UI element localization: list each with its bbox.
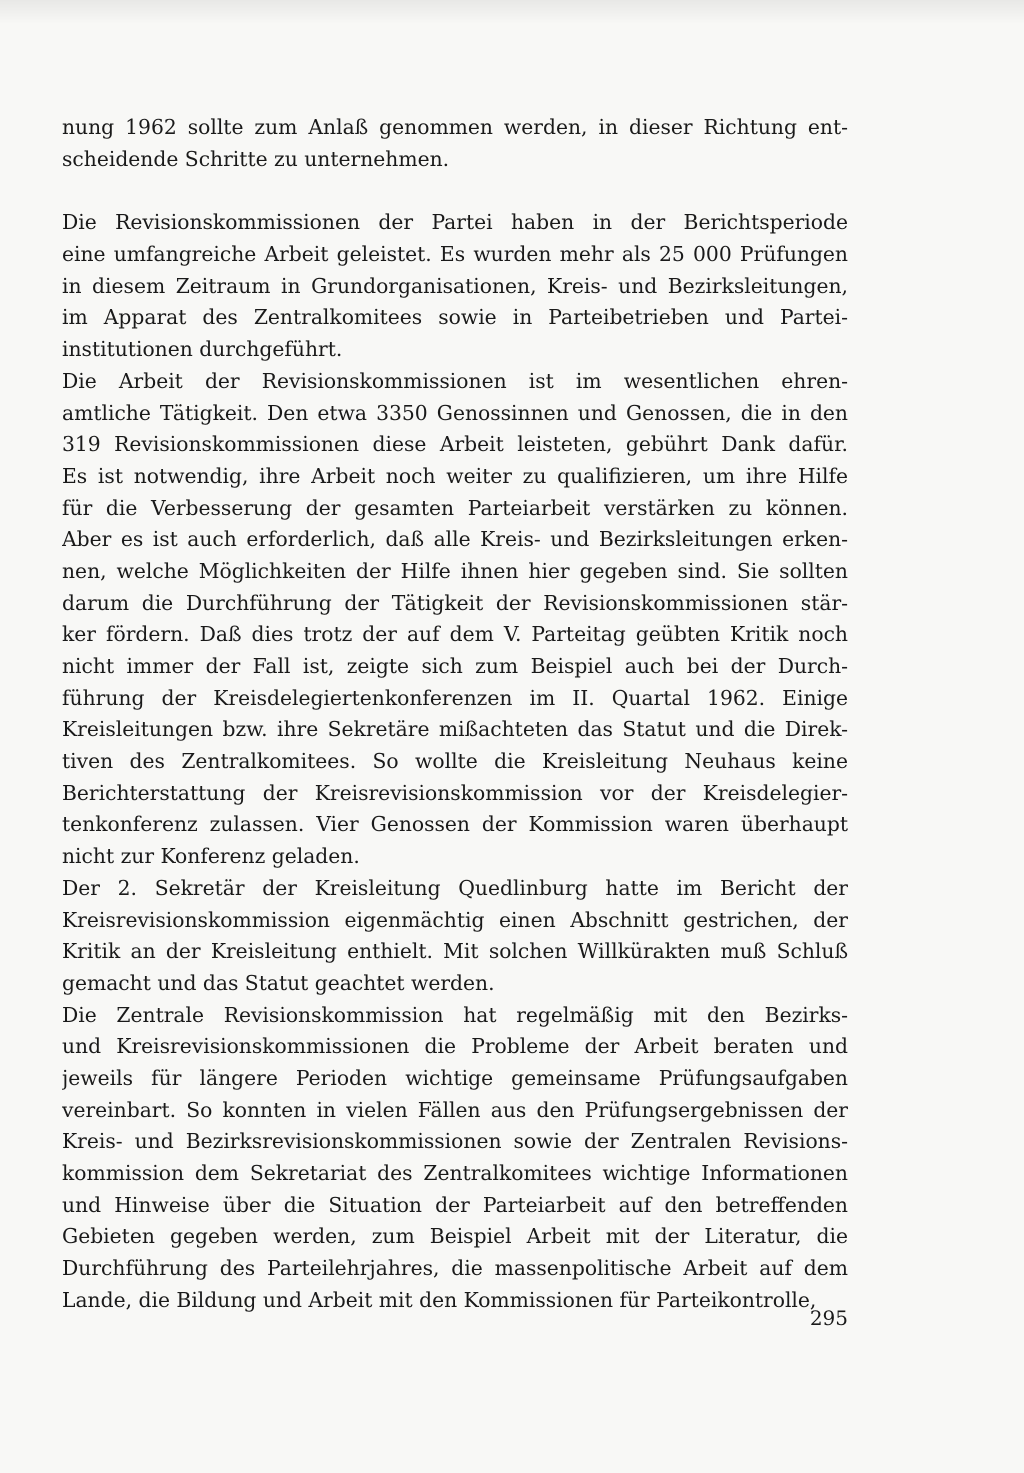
text-line: amtliche Tätigkeit. Den etwa 3350 Genossinnen und Genossen, die in den — [62, 400, 848, 425]
text-line: darum die Durchführung der Tätigkeit der Revisionskommissionen stär- — [62, 590, 848, 615]
text-line: Durchführung des Parteilehrjahres, die massenpolitische Arbeit auf dem — [62, 1256, 848, 1281]
text-line: kommission dem Sekretariat des Zentralkomitees wichtige Informationen — [62, 1161, 848, 1185]
paragraph — [62, 366, 848, 873]
text-line: nicht immer der Fall ist, zeigte sich zum Beispiel auch bei der Durch- — [62, 654, 848, 678]
text-line: Es ist notwendig, ihre Arbeit noch weiter zu qualifizieren, um ihre Hilfe — [62, 463, 848, 488]
page-number: 295 — [809, 1306, 848, 1330]
text-line: Berichterstattung der Kreisrevisionskommission vor der Kreisdelegier- — [62, 780, 848, 805]
body-text — [62, 112, 848, 1316]
text-line: institutionen durchgeführt. — [62, 337, 343, 362]
text-line: tiven des Zentralkomitees. So wollte die Kreisleitung Neuhaus keine — [62, 749, 848, 774]
paragraph — [62, 112, 848, 175]
text-line: im Apparat des Zentralkomitees sowie in Parteibetrieben und Partei- — [62, 305, 848, 330]
text-line: für die Verbesserung der gesamten Parteiarbeit verstärken zu können. — [62, 495, 848, 520]
text-line: Die Arbeit der Revisionskommissionen ist im wesentlichen ehren- — [62, 368, 848, 393]
text-line: ker fördern. Daß dies trotz der auf dem V. Parteitag geübten Kritik noch — [62, 622, 848, 647]
scan-edge — [0, 0, 1024, 24]
text-line: in diesem Zeitraum in Grundorganisationen, Kreis- und Bezirksleitungen, — [62, 273, 848, 298]
paragraph — [62, 207, 848, 365]
text-line: Der 2. Sekretär der Kreisleitung Quedlinburg hatte im Bericht der — [62, 875, 848, 900]
text-line: Kreis- und Bezirksrevisionskommissionen sowie der Zentralen Revisions- — [62, 1129, 848, 1154]
text-line: Lande, die Bildung und Arbeit mit den Kommissionen für Parteikontrolle, — [62, 1287, 817, 1312]
text-line: und Hinweise über die Situation der Parteiarbeit auf den betreffenden — [62, 1192, 848, 1217]
text-line: Die Revisionskommissionen der Partei haben in der Berichtsperiode — [62, 210, 848, 235]
text-line: Kreisleitungen bzw. ihre Sekretäre mißachteten das Statut und die Direk- — [62, 717, 848, 742]
text-line: nicht zur Konferenz geladen. — [62, 844, 360, 869]
text-line: Gebieten gegeben werden, zum Beispiel Arbeit mit der Literatur, die — [62, 1224, 848, 1249]
text-line: eine umfangreiche Arbeit geleistet. Es wurden mehr als 25 000 Prüfungen — [62, 242, 848, 267]
paragraph — [62, 873, 848, 1000]
paragraph-gap — [62, 175, 848, 207]
text-line: 319 Revisionskommissionen diese Arbeit leisteten, gebührt Dank dafür. — [62, 432, 848, 457]
text-line: scheidende Schritte zu unternehmen. — [62, 146, 450, 171]
text-line: Aber es ist auch erforderlich, daß alle Kreis- und Bezirksleitungen erken- — [62, 527, 848, 552]
text-line: tenkonferenz zulassen. Vier Genossen der Kommission waren überhaupt — [62, 812, 848, 837]
text-line: gemacht und das Statut geachtet werden. — [62, 970, 495, 995]
text-line: Kreisrevisionskommission eigenmächtig einen Abschnitt gestrichen, der — [62, 907, 848, 932]
text-line: jeweils für längere Perioden wichtige gemeinsame Prüfungsaufgaben — [62, 1065, 848, 1090]
text-line: Kritik an der Kreisleitung enthielt. Mit solchen Willkürakten muß Schluß — [62, 939, 848, 964]
text-line: vereinbart. So konnten in vielen Fällen aus den Prüfungsergebnissen der — [62, 1097, 848, 1122]
text-line: Die Zentrale Revisionskommission hat regelmäßig mit den Bezirks- — [62, 1002, 848, 1027]
text-line: nen, welche Möglichkeiten der Hilfe ihnen hier gegeben sind. Sie sollten — [62, 558, 848, 583]
paragraph — [62, 1000, 848, 1317]
text-line: und Kreisrevisionskommissionen die Probleme der Arbeit beraten und — [62, 1034, 848, 1059]
text-line: führung der Kreisdelegiertenkonferenzen im II. Quartal 1962. Einige — [62, 685, 848, 710]
text-line: nung 1962 sollte zum Anlaß genommen werden, in dieser Richtung ent- — [62, 115, 848, 139]
